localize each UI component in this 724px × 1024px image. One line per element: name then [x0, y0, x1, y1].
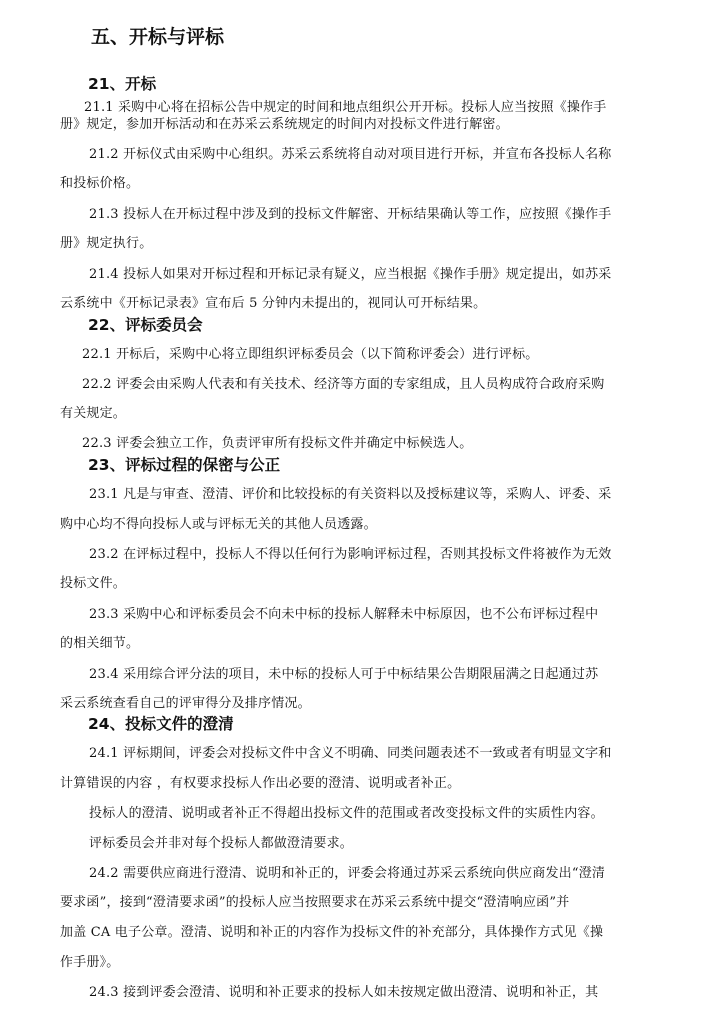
paragraph-line: 22.2 评委会由采购人代表和有关技术、经济等方面的专家组成，且人员构成符合政府采购 — [82, 377, 605, 392]
paragraph-line: 23.2 在评标过程中，投标人不得以任何行为影响评标过程，否则其投标文件将被作为无效 — [89, 547, 612, 562]
paragraph-line: 评标委员会并非对每个投标人都做澄清要求。 — [89, 836, 354, 851]
paragraph-line: 21.1 采购中心将在招标公告中规定的时间和地点组织公开开标。投标人应当按照《操作手 — [84, 100, 607, 115]
paragraph-line: 21.4 投标人如果对开标过程和开标记录有疑义，应当根据《操作手册》规定提出，如苏采 — [89, 267, 612, 282]
paragraph-line: 作手册》。 — [60, 955, 120, 970]
paragraph-line: 22.1 开标后，采购中心将立即组织评标委员会（以下简称评委会）进行评标。 — [82, 347, 539, 362]
section-heading-22: 22、评标委员会 — [88, 316, 203, 334]
paragraph-line: 购中心均不得向投标人或与评标无关的其他人员透露。 — [60, 517, 377, 532]
chapter-title: 五、开标与评标 — [91, 26, 225, 48]
paragraph-line: 23.1 凡是与审查、澄清、评价和比较投标的有关资料以及授标建议等，采购人、评委、采 — [89, 487, 612, 502]
paragraph-line: 23.4 采用综合评分法的项目，未中标的投标人可于中标结果公告期限届满之日起通过苏 — [89, 667, 599, 682]
paragraph-line: 24.2 需要供应商进行澄清、说明和补正的，评委会将通过苏采云系统向供应商发出“澄清 — [89, 866, 606, 881]
paragraph-line: 投标文件。 — [60, 576, 127, 591]
paragraph-line: 云系统中《开标记录表》宣布后 5 分钟内未提出的，视同认可开标结果。 — [60, 296, 487, 311]
paragraph-line: 有关规定。 — [60, 406, 127, 421]
section-heading-24: 24、投标文件的澄清 — [88, 715, 234, 733]
paragraph-line: 22.3 评委会独立工作，负责评审所有投标文件并确定中标候选人。 — [82, 436, 473, 451]
paragraph-line: 加盖 CA 电子公章。澄清、说明和补正的内容作为投标文件的补充部分，具体操作方式见《操 — [60, 925, 604, 940]
paragraph-line: 24.1 评标期间，评委会对投标文件中含义不明确、同类问题表述不一致或者有明显文字和 — [89, 746, 612, 761]
paragraph-line: 计算错误的内容 ，有权要求投标人作出必要的澄清、说明或者补正。 — [60, 776, 461, 791]
paragraph-line: 要求函”，接到“澄清要求函”的投标人应当按照要求在苏采云系统中提交“澄清响应函”并 — [60, 895, 570, 910]
paragraph-line: 21.3 投标人在开标过程中涉及到的投标文件解密、开标结果确认等工作，应按照《操作手 — [89, 207, 612, 222]
section-heading-23: 23、评标过程的保密与公正 — [88, 456, 281, 474]
section-heading-21: 21、开标 — [88, 75, 157, 93]
paragraph-line: 册》规定执行。 — [60, 236, 153, 251]
paragraph-line: 24.3 接到评委会澄清、说明和补正要求的投标人如未按规定做出澄清、说明和补正，其 — [89, 985, 599, 1000]
paragraph-line: 的相关细节。 — [60, 636, 140, 651]
paragraph-line: 册》规定，参加开标活动和在苏采云系统规定的时间内对投标文件进行解密。 — [60, 117, 509, 132]
paragraph-line: 23.3 采购中心和评标委员会不向未中标的投标人解释未中标原因，也不公布评标过程中 — [89, 607, 599, 622]
paragraph-line: 采云系统查看自己的评审得分及排序情况。 — [60, 696, 311, 711]
paragraph-line: 和投标价格。 — [60, 176, 140, 191]
paragraph-line: 21.2 开标仪式由采购中心组织。苏采云系统将自动对项目进行开标，并宣布各投标人名称 — [89, 147, 612, 162]
paragraph-line: 投标人的澄清、说明或者补正不得超出投标文件的范围或者改变投标文件的实质性内容。 — [89, 806, 604, 821]
